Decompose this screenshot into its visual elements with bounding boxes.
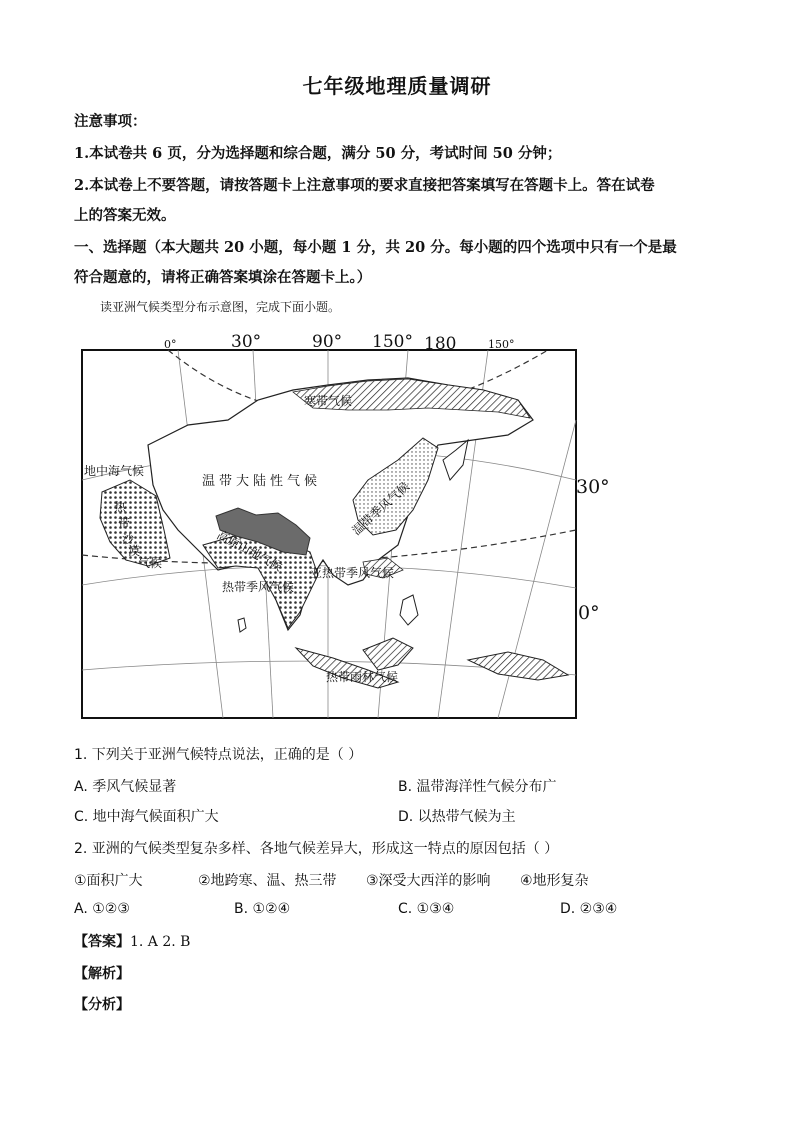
q2-option-d: D. ②③④ (560, 901, 618, 917)
q1-option-d: D. 以热带气候为主 (398, 809, 516, 825)
map-labels (78, 330, 610, 722)
answer-label: 【答案】 (74, 934, 130, 950)
answer-line (74, 931, 190, 951)
top-label-150w: 150° (488, 338, 515, 351)
q1-stem: 1. 下列关于亚洲气候特点说法，正确的是（ ） (74, 747, 363, 763)
top-label-180: 180 (424, 334, 457, 354)
label-tropical-monsoon: 热带季风气候 (222, 580, 295, 594)
right-label-30: 30° (576, 476, 610, 498)
section-heading-line1: 一、选择题（本大题共 20 小题，每小题 1 分，共 20 分。每小题的四个选项中只有一个是最 (74, 239, 677, 256)
q2-reason-1: ①面积广大 (74, 873, 143, 889)
label-desert-2: 带 (118, 516, 131, 530)
label-cold: 寒带气候 (304, 394, 353, 408)
label-desert-4: 漠 (128, 544, 141, 558)
top-label-150: 150° (372, 332, 413, 352)
map-caption: 读亚洲气候类型分布示意图，完成下面小题。 (100, 300, 341, 314)
q2-stem: 2. 亚洲的气候类型复杂多样、各地气候差异大，形成这一特点的原因包括（ ） (74, 841, 559, 857)
notice-item-2b: 上的答案无效。 (74, 207, 176, 224)
label-continental: 温带大陆性气候 (202, 474, 322, 489)
notice-item-1: 1.本试卷共 6 页，分为选择题和综合题，满分 50 分，考试时间 50 分钟； (74, 145, 562, 162)
label-subtropical-monsoon: 亚热带季风气候 (310, 566, 395, 580)
answer-value: 1. A 2. B (130, 934, 191, 950)
notice-item-2a: 2.本试卷上不要答题，请按答题卡上注意事项的要求直接把答案填写在答题卡上。答在试卷 (74, 177, 655, 194)
q2-reason-3: ③深受大西洋的影响 (366, 873, 491, 889)
q2-reason-2: ②地跨寒、温、热三带 (198, 873, 337, 889)
label-rainforest: 热带雨林气候 (326, 670, 399, 684)
q2-reason-4: ④地形复杂 (520, 873, 589, 889)
label-highland: 高原山地气候 (214, 527, 285, 574)
q2-option-c: C. ①③④ (398, 901, 455, 917)
top-label-0: 0° (164, 338, 177, 351)
label-desert-1: 热 (114, 500, 127, 514)
q1-option-b: B. 温带海洋性气候分布广 (398, 779, 557, 795)
label-desert-5: 气候 (138, 556, 163, 570)
fenxi-heading: 【分析】 (74, 997, 130, 1013)
q2-option-a: A. ①②③ (74, 901, 130, 917)
section-heading-line2: 符合题意的，请将正确答案填涂在答题卡上。） (74, 269, 372, 286)
top-label-90: 90° (312, 332, 343, 352)
q1-option-a: A. 季风气候显著 (74, 779, 177, 795)
page-title: 七年级地理质量调研 (302, 74, 492, 98)
q2-option-b: B. ①②④ (234, 901, 291, 917)
notice-heading: 注意事项： (74, 113, 147, 130)
top-label-30: 30° (231, 332, 262, 352)
analysis-heading: 【解析】 (74, 966, 130, 982)
label-desert-3: 沙 (122, 532, 135, 546)
label-mediterranean: 地中海气候 (84, 464, 145, 478)
label-temperate-monsoon: 温带季风气候 (349, 479, 413, 538)
right-label-0: 0° (578, 602, 600, 624)
q1-option-c: C. 地中海气候面积广大 (74, 809, 219, 825)
